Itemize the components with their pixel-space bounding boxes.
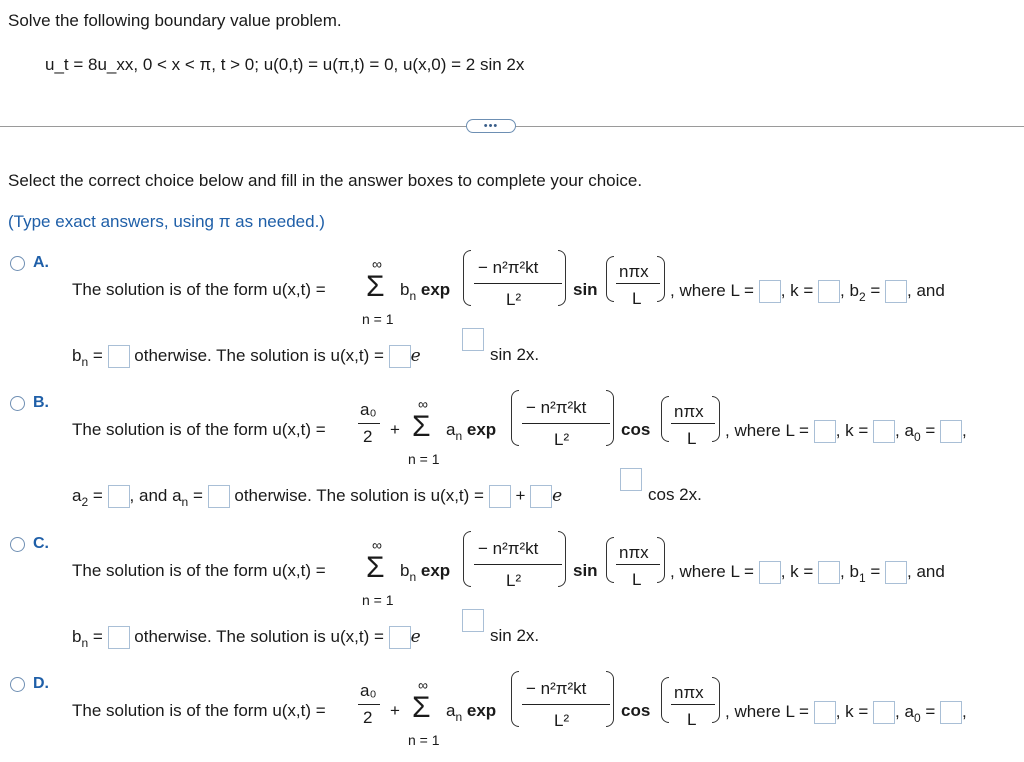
option-b-series-coef: $a_n$ exp bbox=[446, 420, 497, 443]
option-b-a0-bar bbox=[358, 423, 380, 424]
option-c-paren-left bbox=[463, 531, 471, 587]
option-d-trig: cos bbox=[621, 701, 651, 720]
option-c-trig: sin bbox=[573, 561, 598, 580]
option-b-paren-left bbox=[511, 390, 519, 446]
option-b-sigma: Σ bbox=[412, 410, 431, 443]
option-d-exp-num: − n²π²kt bbox=[526, 679, 587, 698]
option-b-trig-den: L bbox=[687, 429, 697, 448]
option-b-exp-num: − n²π²kt bbox=[526, 398, 587, 417]
option-c-paren-right bbox=[558, 531, 566, 587]
option-d-a0-num: a₀ bbox=[360, 681, 377, 700]
ellipsis-icon: ••• bbox=[483, 119, 499, 132]
option-c-exp-bar bbox=[474, 564, 562, 565]
option-a-paren-left bbox=[463, 250, 471, 306]
option-b-radio[interactable] bbox=[10, 396, 25, 411]
option-a-exponent-input[interactable] bbox=[462, 328, 484, 351]
option-b-sum-top: ∞ bbox=[418, 396, 428, 412]
option-d-sum-bottom: n = 1 bbox=[408, 732, 440, 748]
option-c-label[interactable]: C. bbox=[33, 535, 49, 552]
option-d-trig-den: L bbox=[687, 710, 697, 729]
option-d-sum-top: ∞ bbox=[418, 677, 428, 693]
option-b-L-input[interactable] bbox=[814, 420, 836, 443]
option-d-a0-input[interactable] bbox=[940, 701, 962, 724]
option-a-trig-paren-right bbox=[657, 256, 665, 302]
option-b-a0-num: a₀ bbox=[360, 400, 377, 419]
option-b-trig-bar bbox=[671, 423, 715, 424]
option-c-sigma: Σ bbox=[366, 551, 385, 584]
option-d-a0-den: 2 bbox=[363, 708, 373, 727]
option-d-series-coef: $a_n$ exp bbox=[446, 701, 497, 724]
option-b-trig: cos bbox=[621, 420, 651, 439]
option-b-const-input[interactable] bbox=[489, 485, 511, 508]
option-b-label[interactable]: B. bbox=[33, 394, 49, 411]
option-c-radio[interactable] bbox=[10, 537, 25, 552]
option-a-exp-den: L² bbox=[506, 290, 522, 309]
option-b-sum-bottom: n = 1 bbox=[408, 451, 440, 467]
option-b-a0-input[interactable] bbox=[940, 420, 962, 443]
option-b-trig-paren-left bbox=[661, 396, 669, 442]
option-d-k-input[interactable] bbox=[873, 701, 895, 724]
option-c-where: , where L = , k = , $b_1$ = , and bbox=[670, 561, 945, 585]
option-c-trig-bar bbox=[616, 564, 660, 565]
option-d-L-input[interactable] bbox=[814, 701, 836, 724]
option-a-end: sin 2x. bbox=[490, 345, 540, 364]
option-a-sum-top: ∞ bbox=[372, 256, 382, 272]
option-d-prefix: The solution is of the form u(x,t) = bbox=[72, 701, 326, 720]
option-a-coef-input[interactable] bbox=[389, 345, 411, 368]
option-d-exp-bar bbox=[522, 704, 610, 705]
option-b-an-input[interactable] bbox=[208, 485, 230, 508]
option-a-exp-bar bbox=[474, 283, 562, 284]
option-d-plus: + bbox=[390, 701, 400, 720]
option-a-trig-bar bbox=[616, 283, 660, 284]
option-a-label[interactable]: A. bbox=[33, 254, 49, 271]
option-c-trig-paren-left bbox=[606, 537, 614, 583]
option-b-where: , where L = , k = , $a_0$ = , bbox=[725, 420, 967, 444]
option-c-trig-den: L bbox=[632, 570, 642, 589]
option-a-where: , where L = , k = , $b_2$ = , and bbox=[670, 280, 945, 304]
option-a-prefix: The solution is of the form u(x,t) = bbox=[72, 280, 326, 299]
option-b-plus: + bbox=[390, 420, 400, 439]
option-c-b1-input[interactable] bbox=[885, 561, 907, 584]
option-c-exponent-input[interactable] bbox=[462, 609, 484, 632]
option-c-bn-input[interactable] bbox=[108, 626, 130, 649]
option-d-exp-den: L² bbox=[554, 711, 570, 730]
option-a-trig: sin bbox=[573, 280, 598, 299]
option-b-line2: $a_2$ = , and $a_n$ = otherwise. The solution is u(x,t) = + e bbox=[72, 485, 563, 509]
problem-equation: u_t = 8u_xx, 0 < x < π, t > 0; u(0,t) = u(π,t) = 0, u(x,0) = 2 sin 2x bbox=[45, 55, 525, 74]
option-b-exp-bar bbox=[522, 423, 610, 424]
option-c-exp-den: L² bbox=[506, 571, 522, 590]
option-b-k-input[interactable] bbox=[873, 420, 895, 443]
expand-more-button[interactable] bbox=[466, 119, 516, 133]
option-c-sum-bottom: n = 1 bbox=[362, 592, 394, 608]
problem-title: Solve the following boundary value problem. bbox=[8, 11, 342, 30]
option-b-end: cos 2x. bbox=[648, 485, 702, 504]
option-c-end: sin 2x. bbox=[490, 626, 540, 645]
option-c-k-input[interactable] bbox=[818, 561, 840, 584]
option-b-exponent-input[interactable] bbox=[620, 468, 642, 491]
option-d-a0-bar bbox=[358, 704, 380, 705]
option-c-exp-num: − n²π²kt bbox=[478, 539, 539, 558]
option-b-a2-input[interactable] bbox=[108, 485, 130, 508]
option-a-b2-input[interactable] bbox=[885, 280, 907, 303]
option-a-k-input[interactable] bbox=[818, 280, 840, 303]
option-a-exp-num: − n²π²kt bbox=[478, 258, 539, 277]
option-d-trig-bar bbox=[671, 704, 715, 705]
option-b-trig-num: nπx bbox=[674, 402, 704, 421]
option-c-line2: $b_n$ = otherwise. The solution is u(x,t) = e bbox=[72, 626, 421, 650]
option-a-line2: $b_n$ = otherwise. The solution is u(x,t) = e bbox=[72, 345, 421, 369]
option-a-sigma: Σ bbox=[366, 270, 385, 303]
option-d-label[interactable]: D. bbox=[33, 675, 49, 692]
hint-text: (Type exact answers, using π as needed.) bbox=[8, 212, 325, 231]
option-d-where: , where L = , k = , $a_0$ = , bbox=[725, 701, 967, 725]
option-d-trig-paren-left bbox=[661, 677, 669, 723]
option-c-sum-top: ∞ bbox=[372, 537, 382, 553]
option-b-trig-paren-right bbox=[712, 396, 720, 442]
option-a-paren-right bbox=[558, 250, 566, 306]
option-d-trig-num: nπx bbox=[674, 683, 704, 702]
instruction-text: Select the correct choice below and fill in the answer boxes to complete your choice. bbox=[8, 171, 643, 190]
option-d-sigma: Σ bbox=[412, 691, 431, 724]
option-a-radio[interactable] bbox=[10, 256, 25, 271]
option-a-trig-den: L bbox=[632, 289, 642, 308]
option-a-trig-num: nπx bbox=[619, 262, 649, 281]
option-a-series-coef: $b_n$ exp bbox=[400, 280, 451, 303]
option-c-trig-paren-right bbox=[657, 537, 665, 583]
option-c-prefix: The solution is of the form u(x,t) = bbox=[72, 561, 326, 580]
option-c-series-coef: $b_n$ exp bbox=[400, 561, 451, 584]
option-b-a0-den: 2 bbox=[363, 427, 373, 446]
option-d-trig-paren-right bbox=[712, 677, 720, 723]
option-a-bn-input[interactable] bbox=[108, 345, 130, 368]
option-b-exp-den: L² bbox=[554, 430, 570, 449]
option-d-radio[interactable] bbox=[10, 677, 25, 692]
option-b-paren-right bbox=[606, 390, 614, 446]
option-c-L-input[interactable] bbox=[759, 561, 781, 584]
option-d-paren-left bbox=[511, 671, 519, 727]
option-c-coef-input[interactable] bbox=[389, 626, 411, 649]
option-a-L-input[interactable] bbox=[759, 280, 781, 303]
option-b-prefix: The solution is of the form u(x,t) = bbox=[72, 420, 326, 439]
option-a-sum-bottom: n = 1 bbox=[362, 311, 394, 327]
option-c-trig-num: nπx bbox=[619, 543, 649, 562]
option-d-paren-right bbox=[606, 671, 614, 727]
option-b-coef-input[interactable] bbox=[530, 485, 552, 508]
option-a-trig-paren-left bbox=[606, 256, 614, 302]
